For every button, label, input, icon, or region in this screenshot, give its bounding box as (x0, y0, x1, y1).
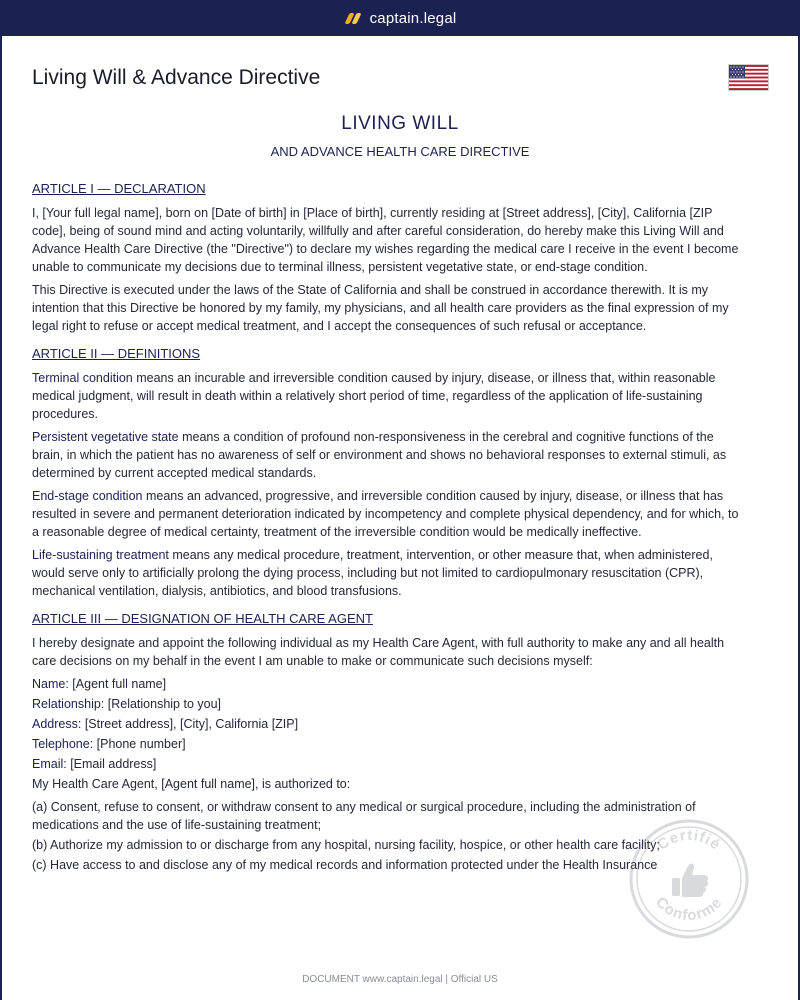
document-title: LIVING WILL (341, 113, 459, 134)
field-value: [Street address], [City], California [ZIP] (81, 717, 299, 731)
agent-name-field (32, 675, 744, 693)
field-value: [Agent full name] (68, 677, 167, 691)
article-3-intro: I hereby designate and appoint the following individual as my Health Care Agent, with full authority to make any and all health care decisions on my behalf in the event I am unable to make or communicate such decisions myself: (32, 636, 725, 668)
definition-terminal-condition (32, 369, 744, 423)
definition-term: Persistent vegetative state (32, 430, 179, 444)
definition-persistent-vegetative-state (32, 428, 744, 482)
definition-text: means any medical procedure, treatment, intervention, or other measure that, when administered, would serve only to artificially prolong the dying process, including but not limited to cardiopulmonary resuscitation (CPR), mechanical ventilation, dialysis, antibiotics, and blood transfusions. (32, 548, 713, 598)
field-label: Address: (32, 717, 82, 731)
page-title: Living Will & Advance Directive (32, 66, 321, 89)
brand-name[interactable]: captain.legal (369, 9, 457, 27)
definition-text: means an incurable and irreversible condition caused by injury, disease, or illness that, within reasonable medical judgment, will result in death within a relatively short period of time, regardless of the application of life-sustaining procedures. (32, 371, 716, 421)
svg-text:Conforme (652, 894, 726, 924)
top-bar (0, 0, 800, 36)
definition-term: Terminal condition (32, 371, 133, 385)
article-2-heading: ARTICLE II — DEFINITIONS (32, 346, 201, 361)
definition-life-sustaining-treatment (32, 546, 744, 600)
article-3-heading: ARTICLE III — DESIGNATION OF HEALTH CARE AGENT (32, 611, 373, 626)
authorization-item-c: (c) Have access to and disclose any of my medical records and information protected under the Health Insurance (32, 858, 658, 872)
document-subtitle: AND ADVANCE HEALTH CARE DIRECTIVE (270, 144, 530, 159)
agent-address-field (32, 715, 744, 733)
agent-telephone-field (32, 735, 744, 753)
definition-text: means a condition of profound non-responsiveness in the cerebral and cognitive functions of the brain, in which the patient has no awareness of self or environment and shows no behavioral responses to external stimuli, as determined by current accepted medical standards. (32, 430, 727, 480)
field-label: Telephone: (32, 737, 94, 751)
field-value: [Relationship to you] (104, 697, 222, 711)
field-value: [Phone number] (93, 737, 186, 751)
field-label: Email: (32, 757, 67, 771)
agent-relationship-field (32, 695, 744, 713)
field-label: Relationship: (32, 697, 105, 711)
captain-legal-logo-icon (344, 11, 362, 25)
agent-email-field (32, 755, 744, 773)
field-value: [Email address] (66, 757, 157, 771)
definition-term: Life-sustaining treatment (32, 548, 169, 562)
article-1-heading: ARTICLE I — DECLARATION (32, 181, 206, 196)
agent-authorization-intro: My Health Care Agent, [Agent full name], is authorized to: (32, 777, 351, 791)
definition-end-stage-condition (32, 487, 744, 541)
stamp-bottom-text: Conforme (652, 893, 726, 925)
document-body (32, 180, 744, 876)
article-1-paragraph-2: This Directive is executed under the laws of the State of California and shall be construed in accordance therewith. It is my intention that this Directive be honored by my family, my physicians, and all health care providers as the final expression of my legal right to refuse or accept medical treatment, and I accept the consequences of such refusal or acceptance. (32, 283, 729, 333)
stamp-top-text: Certifié (654, 826, 725, 854)
authorization-item-b: (b) Authorize my admission to or discharge from any hospital, nursing facility, hospice, or other health care facility; (32, 838, 660, 852)
definition-text: means an advanced, progressive, and irreversible condition caused by injury, disease, or illness that has resulted in severe and permanent deterioration indicated by incompetency and complete physical dependency, and for which, to a reasonable degree of medical certainty, treatment of the irreversible condition would be medically ineffective. (32, 489, 739, 539)
authorization-item-a: (a) Consent, refuse to consent, or withdraw consent to any medical or surgical procedure, including the administration of medications and the use of life-sustaining treatment; (32, 800, 696, 832)
frame-border-left (0, 36, 2, 1000)
us-flag-icon (728, 64, 769, 91)
definition-term: End-stage condition (32, 489, 143, 503)
article-1-paragraph-1: I, [Your full legal name], born on [Date of birth] in [Place of birth], currently residing at [Street address], [City], California [ZIP code], being of sound mind and acting voluntarily, willfully and after careful consideration, do hereby make this Living Will and Advance Health Care Directive (the "Directive") to declare my wishes regarding the medical care I receive in the event I become unable to communicate my decisions due to terminal illness, persistent vegetative state, or end-stage condition. (32, 206, 739, 274)
field-label: Name: (32, 677, 69, 691)
footer: DOCUMENT www.captain.legal | Official US (302, 974, 498, 985)
